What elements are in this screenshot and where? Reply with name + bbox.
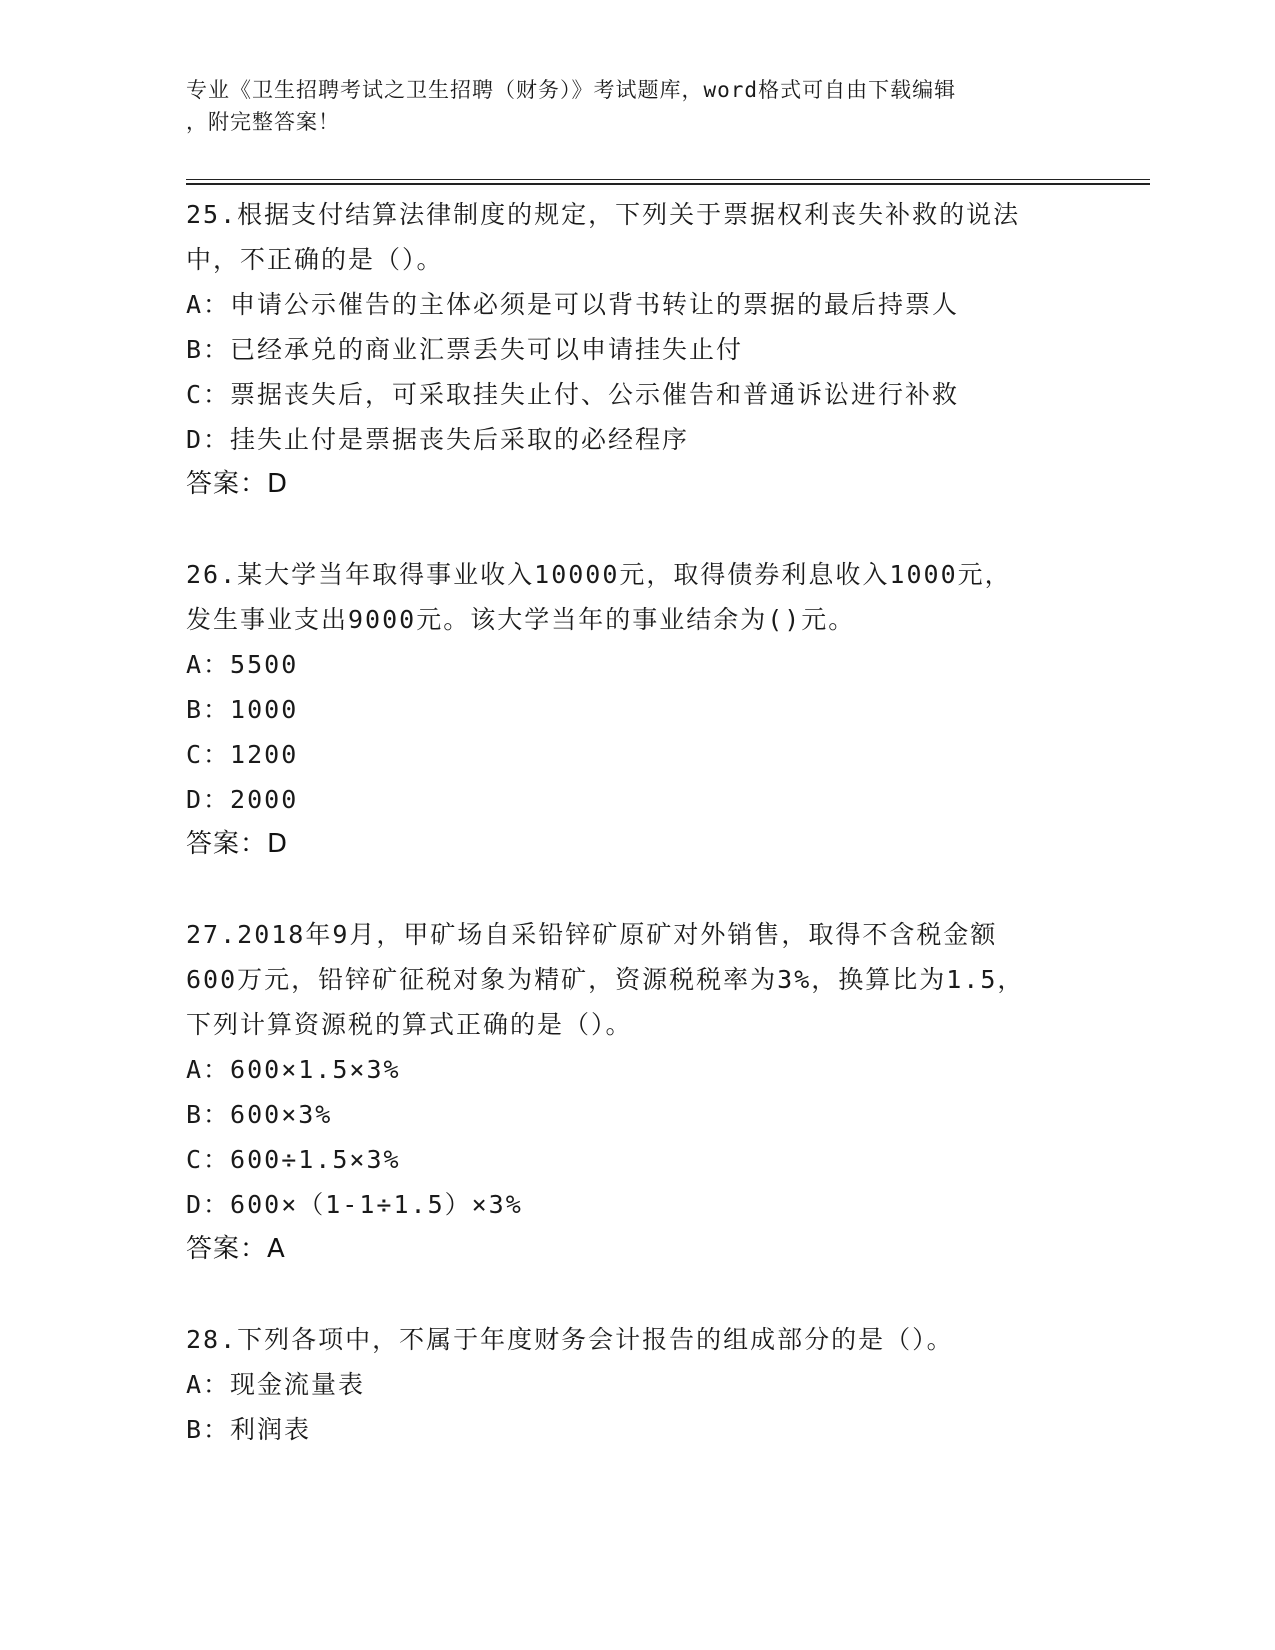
answer: 答案：D xyxy=(186,829,289,859)
question-27 xyxy=(186,912,1086,1272)
answer: 答案：A xyxy=(186,1234,286,1264)
question-text-line: 中，不正确的是（）。 xyxy=(186,245,444,274)
header-divider-thin xyxy=(186,179,1150,180)
question-text-line: 25.根据支付结算法律制度的规定，下列关于票据权利丧失补救的说法 xyxy=(186,200,1021,229)
question-26 xyxy=(186,552,1086,867)
question-text-line: 600万元，铅锌矿征税对象为精矿，资源税税率为3%，换算比为1.5， xyxy=(186,965,1025,994)
option-b: B：已经承兑的商业汇票丢失可以申请挂失止付 xyxy=(186,335,744,364)
question-28 xyxy=(186,1317,1086,1452)
header-line-1: 专业《卫生招聘考试之卫生招聘（财务）》考试题库，word格式可自由下载编辑 xyxy=(186,78,957,102)
header-line-2: ，附完整答案！ xyxy=(186,110,340,134)
answer: 答案：D xyxy=(186,469,289,499)
option-a: A：5500 xyxy=(186,650,299,679)
option-a: A：申请公示催告的主体必须是可以背书转让的票据的最后持票人 xyxy=(186,290,960,319)
option-d: D：2000 xyxy=(186,785,299,814)
question-text-line: 26.某大学当年取得事业收入10000元，取得债券利息收入1000元， xyxy=(186,560,1012,589)
option-c: C：票据丧失后，可采取挂失止付、公示催告和普通诉讼进行补救 xyxy=(186,380,960,409)
question-text-line: 27.2018年9月，甲矿场自采铅锌矿原矿对外销售，取得不含税金额 xyxy=(186,920,998,949)
question-text-line: 发生事业支出9000元。该大学当年的事业结余为()元。 xyxy=(186,605,856,634)
option-a: A：600×1.5×3% xyxy=(186,1055,401,1084)
option-b: B：利润表 xyxy=(186,1415,312,1444)
option-c: C：600÷1.5×3% xyxy=(186,1145,401,1174)
document-header xyxy=(186,74,1066,138)
option-c: C：1200 xyxy=(186,740,299,769)
question-25 xyxy=(186,192,1086,507)
question-list xyxy=(186,192,1086,1497)
option-a: A：现金流量表 xyxy=(186,1370,366,1399)
option-d: D：挂失止付是票据丧失后采取的必经程序 xyxy=(186,425,690,454)
question-text-line: 28.下列各项中，不属于年度财务会计报告的组成部分的是（）。 xyxy=(186,1325,954,1354)
option-b: B：1000 xyxy=(186,695,299,724)
option-d: D：600×（1-1÷1.5）×3% xyxy=(186,1190,523,1219)
question-text-line: 下列计算资源税的算式正确的是（）。 xyxy=(186,1010,633,1039)
header-divider-thick xyxy=(186,183,1150,185)
option-b: B：600×3% xyxy=(186,1100,333,1129)
